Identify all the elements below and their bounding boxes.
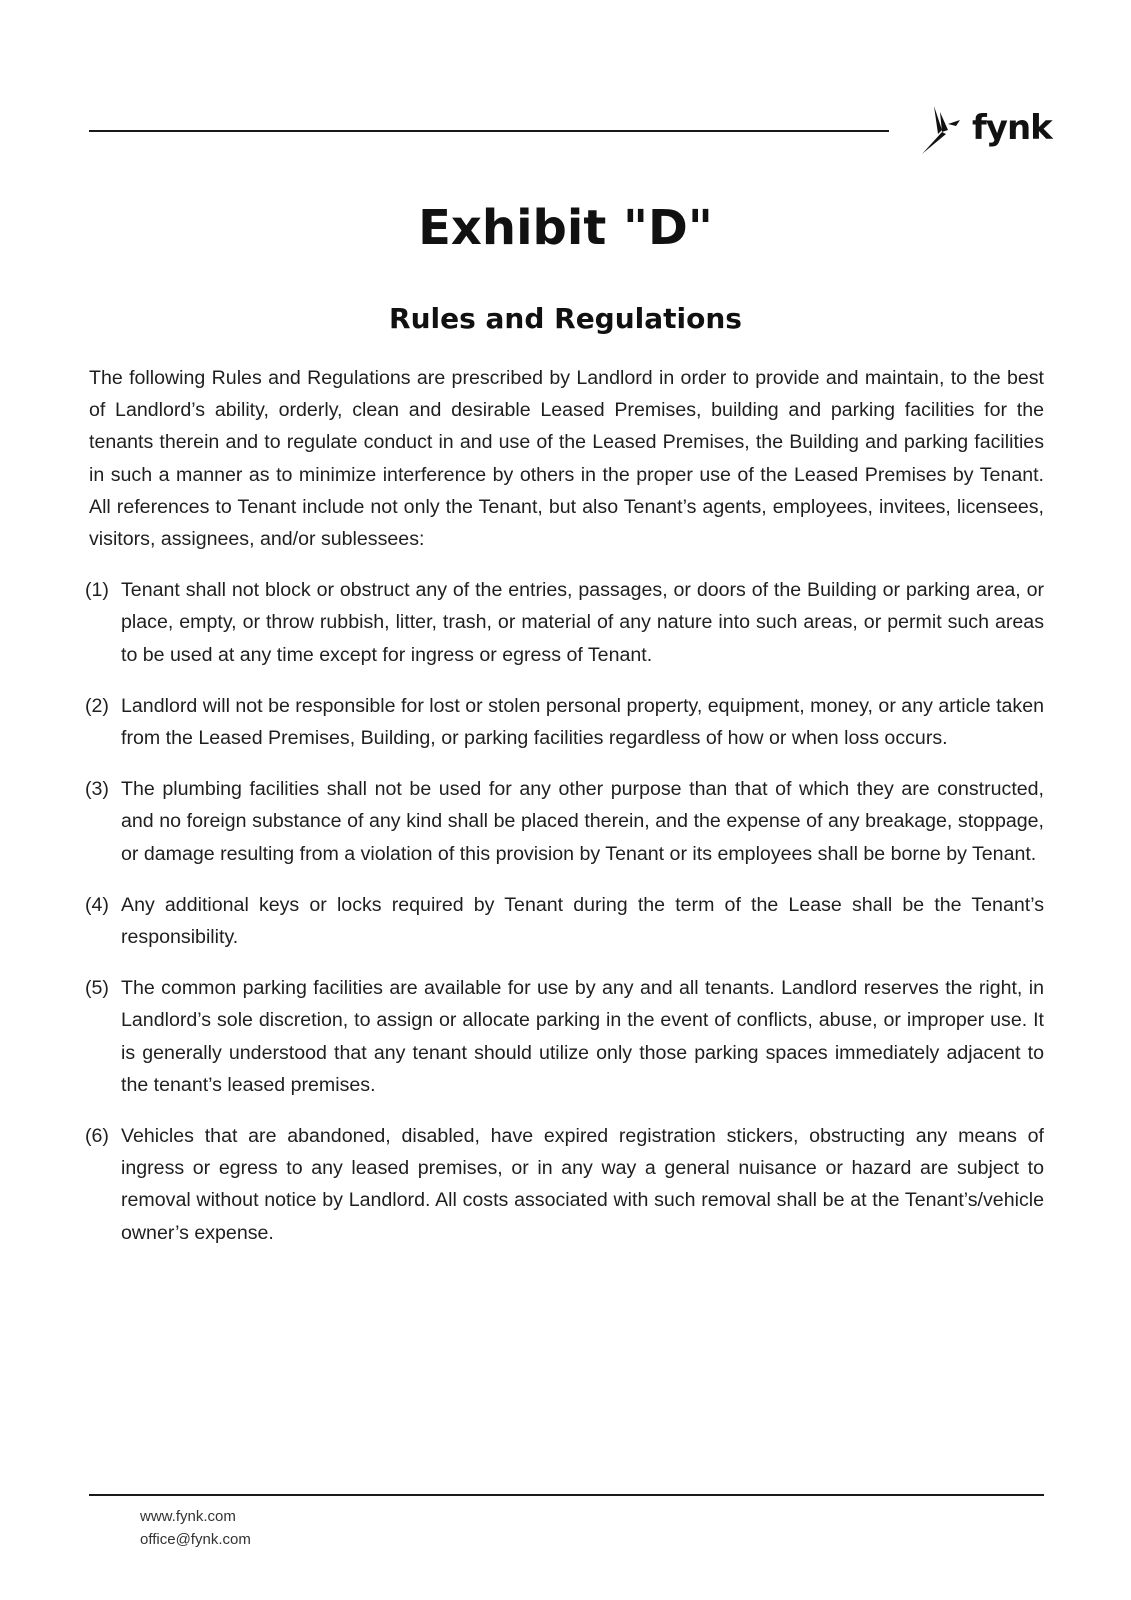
rule-text: Tenant shall not block or obstruct any of the entries, passages, or doors of the Building or parking area, or place, empty, or throw rubbish, litter, trash, or material of any nature into such areas, or permit such areas to be used at any time except for ingress or egress of Tenant. [121, 579, 1044, 666]
rule-number: (5) [85, 977, 109, 1000]
fynk-bird-icon [920, 104, 966, 156]
footer-website: www.fynk.com [140, 1508, 236, 1525]
intro-paragraph: The following Rules and Regulations are prescribed by Landlord in order to provide and maintain, to the best of Landlord’s ability, orderly, clean and desirable Leased Premises, building and parking facilities for the tenants therein and to regulate conduct in and use of the Leased Premises, the Building and parking facilities in such a manner as to minimize interference by others in the proper use of the Leased Premises by Tenant. All references to Tenant include not only the Tenant, but also Tenant’s agents, employees, invitees, licensees, visitors, assignees, and/or sublessees: [89, 367, 1044, 551]
rule-text: The plumbing facilities shall not be used for any other purpose than that of which they are constructed, and no foreign substance of any kind shall be placed therein, and the expense of any breakage, stoppage, or damage resulting from a violation of this provision by Tenant or its employees shall be borne by Tenant. [121, 778, 1044, 865]
brand-name: fynk [972, 108, 1052, 148]
rule-text: Landlord will not be responsible for lost or stolen personal property, equipment, money, or any article taken from the Leased Premises, Building, or parking facilities regardless of how or when loss occurs. [121, 694, 1044, 750]
rule-item [85, 889, 1044, 953]
brand-logo [920, 104, 1052, 156]
footer-email: office@fynk.com [140, 1531, 251, 1548]
rule-item [85, 574, 1044, 671]
rule-text: Any additional keys or locks required by Tenant during the term of the Lease shall be the Tenant’s responsibility. [121, 893, 1044, 949]
rule-number: (4) [85, 893, 109, 916]
rule-item [85, 773, 1044, 870]
rule-number: (2) [85, 694, 109, 717]
footer-divider [89, 1494, 1044, 1496]
page-subtitle: Rules and Regulations [389, 302, 742, 335]
rule-text: Vehicles that are abandoned, disabled, have expired registration stickers, obstructing any means of ingress or egress to any leased premises, or in any way a general nuisance or hazard are subject to removal without notice by Landlord. All costs associated with such removal shall be at the Tenant’s/vehicle owner’s expense. [121, 1125, 1044, 1244]
header-divider [89, 130, 889, 132]
rule-text: The common parking facilities are available for use by any and all tenants. Landlord reserves the right, in Landlord’s sole discretion, to assign or allocate parking in the event of conflicts, abuse, or improper use. It is generally understood that any tenant should utilize only those parking spaces immediately adjacent to the tenant’s leased premises. [121, 977, 1044, 1096]
rule-item [85, 690, 1044, 754]
page-title: Exhibit "D" [418, 200, 713, 256]
rule-item [85, 1120, 1044, 1249]
rule-number: (1) [85, 579, 109, 602]
document-body [85, 362, 1044, 1268]
footer [140, 1505, 251, 1551]
rules-list [85, 574, 1044, 1249]
rule-number: (6) [85, 1125, 109, 1148]
rule-item [85, 972, 1044, 1101]
rule-number: (3) [85, 778, 109, 801]
